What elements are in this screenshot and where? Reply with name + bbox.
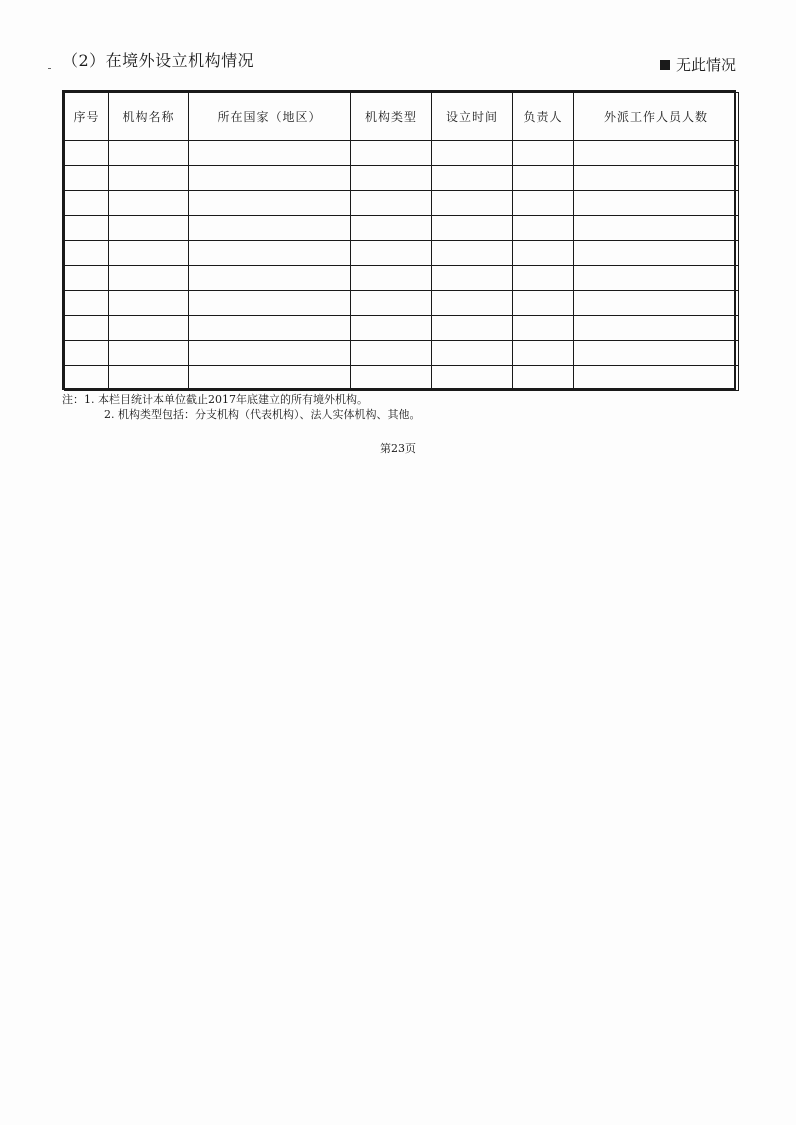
table-cell — [109, 216, 189, 241]
table-cell — [109, 316, 189, 341]
table-cell — [189, 316, 351, 341]
table-cell — [513, 366, 574, 391]
table-header-row — [65, 93, 739, 141]
table-cell — [65, 241, 109, 266]
table-cell — [189, 266, 351, 291]
table-cell — [109, 191, 189, 216]
table-cell — [65, 166, 109, 191]
status-label: 无此情况 — [675, 56, 736, 74]
table-cell — [189, 141, 351, 166]
table-cell — [65, 341, 109, 366]
table-cell — [351, 366, 432, 391]
table-row — [65, 341, 739, 366]
table-cell — [351, 291, 432, 316]
header-expat-staff-count: 外派工作人员人数 — [574, 93, 739, 141]
table-cell — [351, 216, 432, 241]
table-cell — [189, 216, 351, 241]
table-cell — [65, 141, 109, 166]
table-cell — [574, 141, 739, 166]
header-institution-name: 机构名称 — [109, 93, 189, 141]
table-cell — [432, 366, 513, 391]
note-1: 注：1. 本栏目统计本单位截止2017年底建立的所有境外机构。 — [62, 393, 368, 406]
table-cell — [351, 341, 432, 366]
header-establish-date: 设立时间 — [432, 93, 513, 141]
table-cell — [189, 166, 351, 191]
table-cell — [65, 316, 109, 341]
table-row — [65, 266, 739, 291]
table-cell — [513, 341, 574, 366]
table-cell — [351, 241, 432, 266]
status-indicator — [660, 54, 736, 75]
table-cell — [432, 266, 513, 291]
table-row — [65, 241, 739, 266]
table-cell — [351, 141, 432, 166]
filled-checkbox-icon — [660, 60, 670, 70]
table-cell — [513, 141, 574, 166]
header-person-in-charge: 负责人 — [513, 93, 574, 141]
table-row — [65, 316, 739, 341]
table-cell — [574, 366, 739, 391]
table-cell — [351, 316, 432, 341]
table-cell — [574, 291, 739, 316]
table-cell — [65, 216, 109, 241]
table-cell — [351, 166, 432, 191]
table-cell — [574, 341, 739, 366]
table-cell — [574, 166, 739, 191]
table-cell — [432, 166, 513, 191]
table-cell — [65, 366, 109, 391]
table-cell — [513, 291, 574, 316]
section-title: （2）在境外设立机构情况 — [62, 51, 255, 70]
table-cell — [574, 316, 739, 341]
table-row — [65, 166, 739, 191]
note-2: 2. 机构类型包括：分支机构（代表机构）、法人实体机构、其他。 — [104, 408, 421, 421]
table-cell — [65, 191, 109, 216]
table-cell — [109, 241, 189, 266]
table-cell — [432, 141, 513, 166]
table-cell — [513, 216, 574, 241]
table-cell — [513, 166, 574, 191]
table-row — [65, 216, 739, 241]
overseas-institutions-table — [62, 90, 736, 390]
table-cell — [109, 366, 189, 391]
table-cell — [574, 191, 739, 216]
page-number: 第23页 — [380, 442, 416, 455]
table-cell — [513, 241, 574, 266]
table-cell — [432, 316, 513, 341]
scan-speck — [48, 68, 51, 69]
table-cell — [574, 266, 739, 291]
table-row — [65, 291, 739, 316]
table-cell — [189, 341, 351, 366]
table-cell — [109, 266, 189, 291]
table-cell — [432, 241, 513, 266]
table-notes — [62, 392, 421, 422]
table-cell — [432, 291, 513, 316]
table-cell — [109, 341, 189, 366]
table-cell — [65, 291, 109, 316]
header-serial-number: 序号 — [65, 93, 109, 141]
table-cell — [109, 141, 189, 166]
table-cell — [65, 266, 109, 291]
table-cell — [351, 266, 432, 291]
table-cell — [109, 291, 189, 316]
table-cell — [189, 241, 351, 266]
table-cell — [189, 366, 351, 391]
table-cell — [109, 166, 189, 191]
table-cell — [189, 191, 351, 216]
table-cell — [513, 266, 574, 291]
table-cell — [189, 291, 351, 316]
header-institution-type: 机构类型 — [351, 93, 432, 141]
table-cell — [513, 191, 574, 216]
header-country-region: 所在国家（地区） — [189, 93, 351, 141]
table-cell — [432, 191, 513, 216]
table-cell — [432, 216, 513, 241]
table-row — [65, 141, 739, 166]
table-row — [65, 366, 739, 391]
table-cell — [351, 191, 432, 216]
table-row — [65, 191, 739, 216]
table-cell — [574, 216, 739, 241]
table-cell — [432, 341, 513, 366]
table-cell — [513, 316, 574, 341]
table-cell — [574, 241, 739, 266]
